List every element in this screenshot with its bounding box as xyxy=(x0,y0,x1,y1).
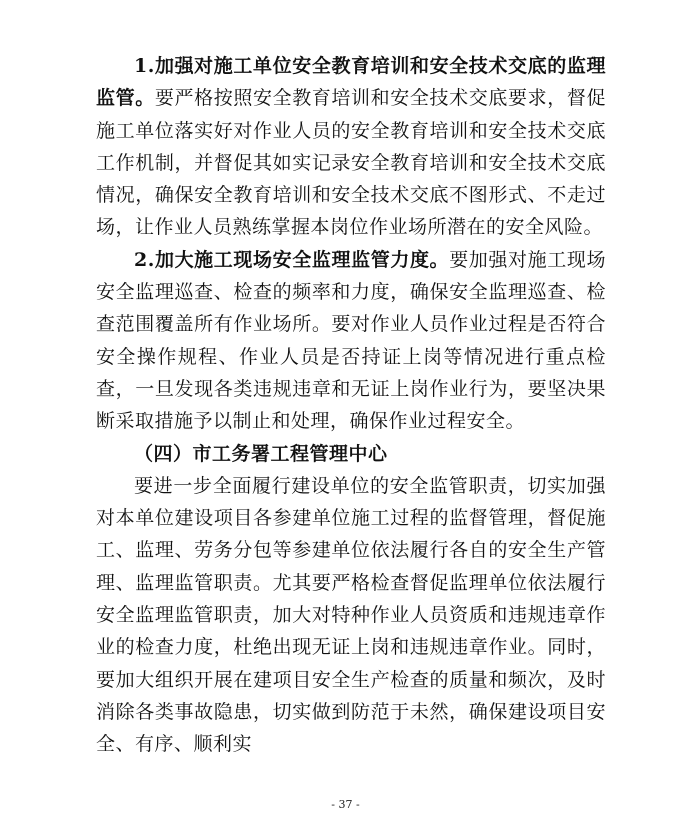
section-heading: （四）市工务署工程管理中心 xyxy=(134,442,388,465)
paragraph-body: 要加强对施工现场安全监理巡查、检查的频率和力度，确保安全监理巡查、检查范围覆盖所有作业场所。要对作业人员作业过程是否符合安全操作规程、作业人员是否持证上岗等情况进行重点检查，一旦发现各类违规违章和无证上岗作业行为，要坚决果断采取措施予以制止和处理，确保作业过程安全。 xyxy=(96,248,606,433)
paragraph-supervision-training xyxy=(96,50,606,244)
paragraph-site-supervision xyxy=(96,244,606,438)
paragraph-body: 要严格按照安全教育培训和安全技术交底要求，督促施工单位落实好对作业人员的安全教育培训和安全技术交底工作机制，并督促其如实记录安全教育培训和安全技术交底情况，确保安全教育培训和安全技术交底不图形式、不走过场，让作业人员熟练掌握本岗位作业场所潜在的安全风险。 xyxy=(96,87,606,239)
paragraph-lead: 2.加大施工现场安全监理监管力度。 xyxy=(134,248,450,271)
paragraph-lead: 1.加强对施工单位安全教育培训和安全技术交底的监理监管。 xyxy=(96,55,606,110)
document-page xyxy=(96,50,606,761)
page-number: - 37 - xyxy=(331,798,360,811)
section-body: 要进一步全面履行建设单位的安全监管职责，切实加强对本单位建设项目各参建单位施工过程的监督管理，督促施工、监理、劳务分包等参建单位依法履行各自的安全生产管理、监理监管职责。尤其要严格检查督促监理单位依法履行安全监理监管职责，加大对特种作业人员资质和违规违章作业的检查力度，杜绝出现无证上岗和违规违章作业。同时，要加大组织开展在建项目安全生产检查的质量和频次，及时消除各类事故隐患，切实做到防范于未然，确保建设项目安全、有序、顺利实 xyxy=(96,474,606,756)
